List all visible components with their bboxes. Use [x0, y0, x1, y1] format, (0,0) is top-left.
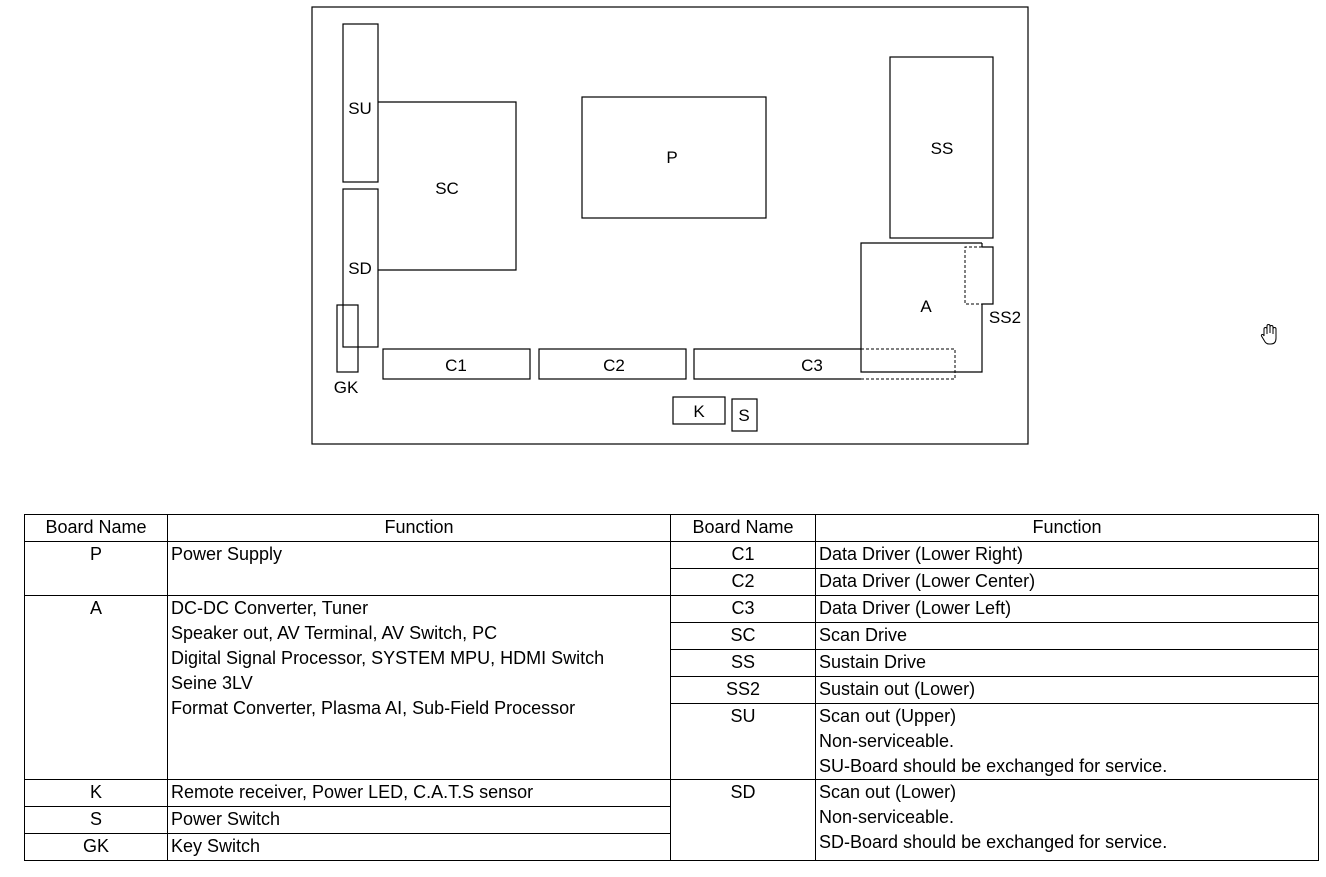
board-name-ss: SS — [671, 650, 816, 677]
header-board-name-right: Board Name — [671, 515, 816, 542]
label-gk: GK — [333, 378, 359, 397]
board-name-p: P — [25, 542, 168, 596]
board-name-sc: SC — [671, 623, 816, 650]
board-name-a: A — [25, 596, 168, 780]
label-su: SU — [348, 99, 372, 118]
board-c3 — [694, 349, 861, 379]
board-name-su: SU — [671, 704, 816, 780]
label-c1: C1 — [445, 356, 467, 375]
board-c3-hidden — [861, 349, 955, 379]
function-c1: Data Driver (Lower Right) — [816, 542, 1319, 569]
label-c2: C2 — [603, 356, 625, 375]
label-sc: SC — [435, 179, 459, 198]
board-gk — [337, 305, 358, 372]
label-k: K — [693, 402, 705, 421]
hand-pointer-icon — [1259, 323, 1281, 347]
board-name-ss2: SS2 — [671, 677, 816, 704]
header-function-left: Function — [168, 515, 671, 542]
function-gk: Key Switch — [168, 834, 671, 861]
function-p: Power Supply — [168, 542, 671, 596]
function-c3: Data Driver (Lower Left) — [816, 596, 1319, 623]
board-name-sd: SD — [671, 780, 816, 861]
board-function-table — [24, 514, 1319, 861]
board-name-c1: C1 — [671, 542, 816, 569]
function-k: Remote receiver, Power LED, C.A.T.S sensor — [168, 780, 671, 807]
board-name-s: S — [25, 807, 168, 834]
header-board-name-left: Board Name — [25, 515, 168, 542]
table-row — [25, 542, 1319, 569]
function-sc: Scan Drive — [816, 623, 1319, 650]
label-ss2: SS2 — [988, 308, 1022, 327]
header-function-right: Function — [816, 515, 1319, 542]
table-header-row — [25, 515, 1319, 542]
label-s: S — [738, 406, 750, 425]
label-sd: SD — [348, 259, 372, 278]
label-c3: C3 — [801, 356, 823, 375]
label-ss: SS — [930, 139, 954, 158]
board-name-k: K — [25, 780, 168, 807]
function-s: Power Switch — [168, 807, 671, 834]
table-row — [25, 596, 1319, 623]
board-name-gk: GK — [25, 834, 168, 861]
function-sd: Scan out (Lower) Non-serviceable. SD-Board should be exchanged for service. — [816, 780, 1319, 861]
board-name-c2: C2 — [671, 569, 816, 596]
function-ss2: Sustain out (Lower) — [816, 677, 1319, 704]
table-row — [25, 780, 1319, 807]
label-p: P — [666, 148, 678, 167]
board-gk-hidden — [343, 305, 358, 347]
board-name-c3: C3 — [671, 596, 816, 623]
function-ss: Sustain Drive — [816, 650, 1319, 677]
function-a: DC-DC Converter, Tuner Speaker out, AV Terminal, AV Switch, PC Digital Signal Processor, SYSTEM MPU, HDMI Switch Seine 3LV Format Converter, Plasma AI, Sub-Field Processor — [168, 596, 671, 780]
function-c2: Data Driver (Lower Center) — [816, 569, 1319, 596]
label-a: A — [920, 297, 932, 316]
function-su: Scan out (Upper) Non-serviceable. SU-Board should be exchanged for service. — [816, 704, 1319, 780]
board-ss2-hidden — [965, 247, 982, 304]
